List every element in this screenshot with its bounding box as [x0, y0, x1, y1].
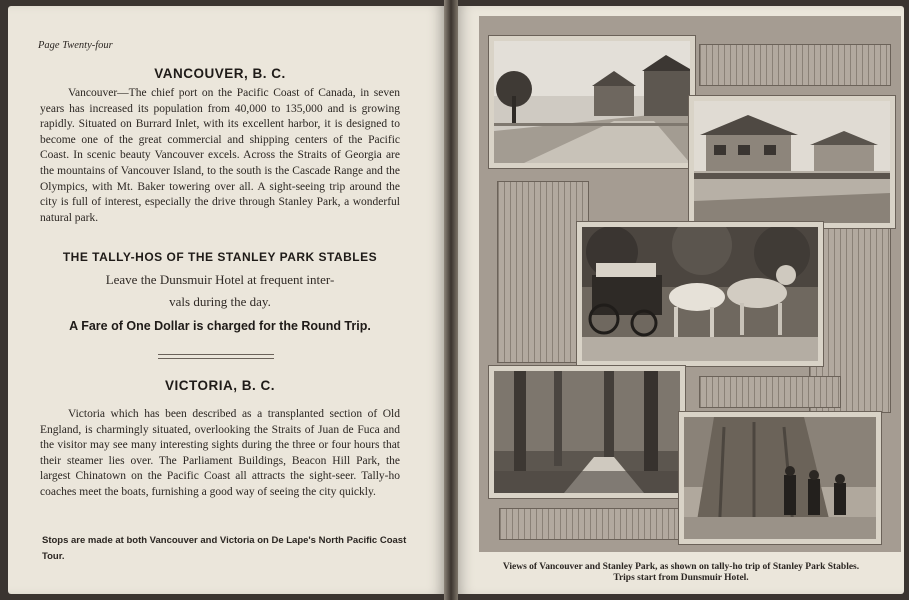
vancouver-paragraph: Vancouver—The chief port on the Pacific Coast of Canada, in seven years has increased its population from 40,000 to 135,000 and is growing rapidly. Situated on Burrard Inlet, with its excellent harbor, it is designed to become one of the great commercial and shipping centers of the Pacific Coast. In scenic beauty Vancouver excels. Across the Straits of Georgia are the mountains of Vancouver Island, to the south is the Cascade Range and the Olympics, with Mt. Baker towering over all. A sight-seeing trip around the city is full of interest, especially the drive through Stanley Park, a wonderful natural park. — [40, 87, 400, 224]
tally-hos-heading: THE TALLY-HOS OF THE STANLEY PARK STABLES — [62, 250, 378, 264]
decorative-panel — [499, 508, 691, 540]
street-photo — [489, 36, 695, 168]
big-tree-photo — [679, 412, 881, 544]
page-number: Page Twenty-four — [38, 40, 113, 51]
vancouver-heading: VANCOUVER, B. C. — [154, 66, 286, 81]
decorative-panel — [699, 376, 841, 408]
victoria-heading: VICTORIA, B. C. — [164, 378, 275, 393]
tour-footnote: Stops are made at both Vancouver and Victoria on De Lape's North Pacific Coast Tour. — [42, 535, 407, 562]
victoria-paragraph: Victoria which has been described as a transplanted section of Old England, is charmingly situated, overlooking the Straits of Juan de Fuca and the visitor may see many interesting sights during the three or four hours that their steamer lies over. The Parliament Buildings, Beacon Hill Park, the largest Chinatown on the Pacific Coast all attracts the sight-seer. Tally-ho coaches meet the boats, furnishing a good way of seeing the city quickly. — [40, 408, 400, 498]
tally-hos-line-2: vals during the day. — [169, 294, 271, 309]
caption-line-2: Trips start from Dunsmuir Hotel. — [613, 573, 749, 583]
left-page — [8, 6, 444, 594]
decorative-panel — [497, 181, 589, 363]
house-photo — [689, 96, 895, 228]
photo-plate — [479, 16, 901, 552]
right-page — [458, 6, 904, 594]
tally-hos-line-1: Leave the Dunsmuir Hotel at frequent inter- — [105, 272, 335, 287]
section-divider — [158, 354, 274, 359]
caption-line-1: Views of Vancouver and Stanley Park, as shown on tally-ho trip of Stanley Park Stables. — [502, 562, 860, 572]
fare-notice: A Fare of One Dollar is charged for the Round Trip. — [69, 319, 371, 333]
forest-road-photo — [489, 366, 685, 498]
decorative-panel — [699, 44, 891, 86]
book-gutter — [444, 0, 458, 600]
tally-ho-coach-photo — [577, 222, 823, 366]
plate-caption — [458, 562, 904, 584]
